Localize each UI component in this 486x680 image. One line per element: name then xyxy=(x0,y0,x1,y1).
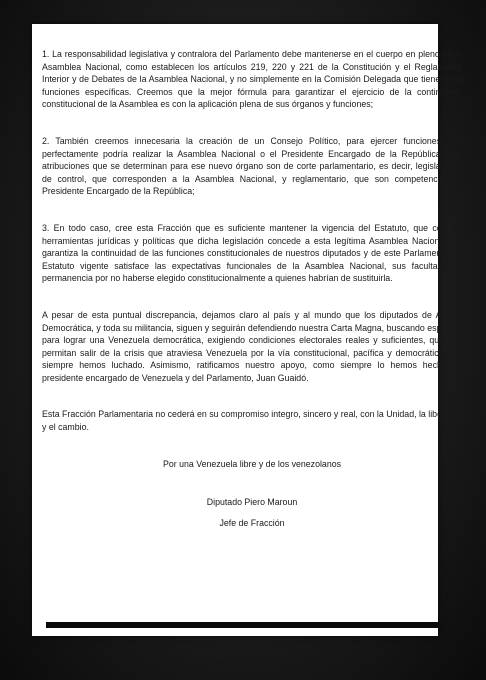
paragraph-commitment: Esta Fracción Parlamentaria no cederá en su compromiso integro, sincero y real, con la Unidad, la libertad y el cambio. xyxy=(42,409,458,433)
paragraph-point-2: 2. También creemos innecesaria la creación de un Consejo Político, para ejercer funciones que perfectamente podría realizar la Asamblea Nacional o el Presidente Encargado de la República. Las atribuciones que se determinan para ese nuevo órgano son de corte parlamentario, es decir, legislativo y de control, que corresponden a la Asamblea Nacional, y reglamentario, que son competencia del Presidente Encargado de la República; xyxy=(42,135,462,197)
signature-title: Jefe de Fracción xyxy=(219,517,285,528)
paragraph-discrepancy: A pesar de esta puntual discrepancia, dejamos claro al país y al mundo que los diputados de Acción Democrática, y toda su militancia, siguen y seguirán defendiendo nuestra Carta Magna, buscando espacios para lograr una Venezuela democrática, exigiendo condiciones electorales reales y suficientes, que nos permitan salir de la crisis que atraviesa Venezuela por la vía constitucional, pacífica y democrática que siempre hemos luchado. Asimismo, ratificamos nuestro apoyo, como siempre lo hemos hecho, al presidente encargado de Venezuela y del Parlamento, Juan Guaidó. xyxy=(42,309,462,383)
document-body xyxy=(42,48,462,529)
signature-name: Diputado Piero Maroun xyxy=(206,497,298,508)
paragraph-point-3: 3. En todo caso, cree esta Fracción que es suficiente mantener la vigencia del Estatuto, que con las herramientas jurídicas y políticas que dicha legislación concede a esta legítima Asamblea Nacional, se garantiza la continuidad de las funciones constitucionales de nuestros diputados y de este Parlamento. El Estatuto vigente satisface las expectativas funcionales de la Asamblea Nacional, sus facultades y permanencia por no haberse elegido constitucionalmente a quienes habrían de sustituirla. xyxy=(42,222,462,284)
paragraph-point-1: 1. La responsabilidad legislativa y contralora del Parlamento debe mantenerse en el cuerpo en pleno de la Asamblea Nacional, como establecen los artículos 219, 220 y 221 de la Constitución y el Reglamento Interior y de Debates de la Asamblea Nacional, y no simplemente en la Comisión Delegada que tiene unas funciones específicas. Creemos que la mejor fórmula para garantizar el ejercicio de la continuidad constitucional de la Asamblea es con la aplicación plena de sus órganos y funciones; xyxy=(42,49,462,110)
closing-motto: Por una Venezuela libre y de los venezolanos xyxy=(162,458,341,469)
bottom-divider-bar xyxy=(46,622,438,628)
